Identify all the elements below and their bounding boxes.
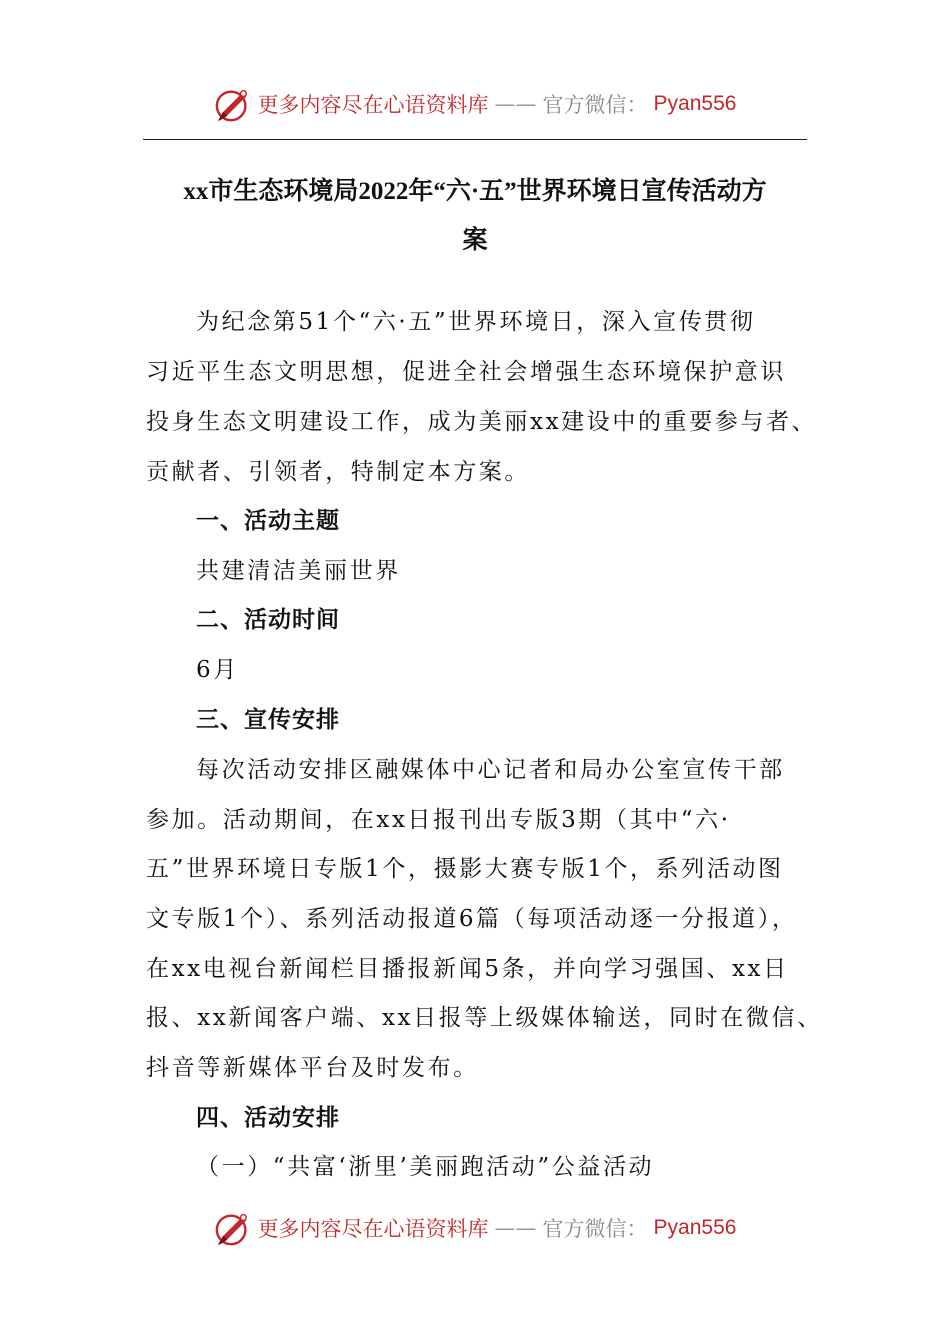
section2-heading: 二、活动时间 <box>196 607 340 633</box>
banner-red-text: 更多内容尽在心语资料库 <box>257 93 489 117</box>
section3-heading: 三、宣传安排 <box>196 707 340 733</box>
section3-line: 参加。活动期间，在xx日报刊出专版3期（其中“六· <box>146 807 731 833</box>
section4-sub1: （一）“共富‘浙里’美丽跑活动”公益活动 <box>196 1154 655 1180</box>
section3-line: 五”世界环境日专版1个，摄影大赛专版1个，系列活动图 <box>146 856 784 882</box>
document-title-line2: 案 <box>462 227 488 254</box>
bottom-banner <box>0 1206 950 1250</box>
section4-heading: 四、活动安排 <box>196 1105 340 1131</box>
section2-body: 6月 <box>196 657 239 683</box>
section3-line: 抖音等新媒体平台及时发布。 <box>146 1055 479 1081</box>
section1-heading: 一、活动主题 <box>196 508 340 534</box>
banner-wechat-id: Pyan556 <box>653 92 737 115</box>
intro-line: 习近平生态文明思想，促进全社会增强生态环境保护意识 <box>146 359 786 385</box>
banner-wechat-id: Pyan556 <box>653 1216 737 1239</box>
banner-red-text: 更多内容尽在心语资料库 <box>257 1217 489 1241</box>
section1-body: 共建清洁美丽世界 <box>196 558 401 584</box>
intro-line: 投身生态文明建设工作，成为美丽xx建设中的重要参与者、 <box>146 409 818 435</box>
intro-line: 为纪念第51个“六·五”世界环境日，深入宣传贯彻 <box>196 309 756 335</box>
banner-dash: —— <box>494 1216 537 1240</box>
document-title-line1: xx市生态环境局2022年“六·五”世界环境日宣传活动方 <box>183 178 767 205</box>
banner-dash: —— <box>494 92 537 116</box>
banner-gray-text: 官方微信： <box>542 93 648 117</box>
section3-line: 文专版1个）、系列活动报道6篇（每项活动逐一分报道）， <box>146 906 798 932</box>
section3-line: 每次活动安排区融媒体中心记者和局办公室宣传干部 <box>196 757 785 783</box>
pen-logo-icon <box>214 1209 252 1247</box>
header-rule <box>143 139 807 140</box>
top-banner <box>0 82 950 126</box>
banner-gray-text: 官方微信： <box>542 1217 648 1241</box>
pen-logo-icon <box>214 85 252 123</box>
section3-line: 报、xx新闻客户端、xx日报等上级媒体输送，同时在微信、 <box>146 1005 823 1031</box>
intro-line: 贡献者、引领者，特制定本方案。 <box>146 459 530 485</box>
section3-line: 在xx电视台新闻栏目播报新闻5条，并向学习强国、xx日 <box>146 956 789 982</box>
